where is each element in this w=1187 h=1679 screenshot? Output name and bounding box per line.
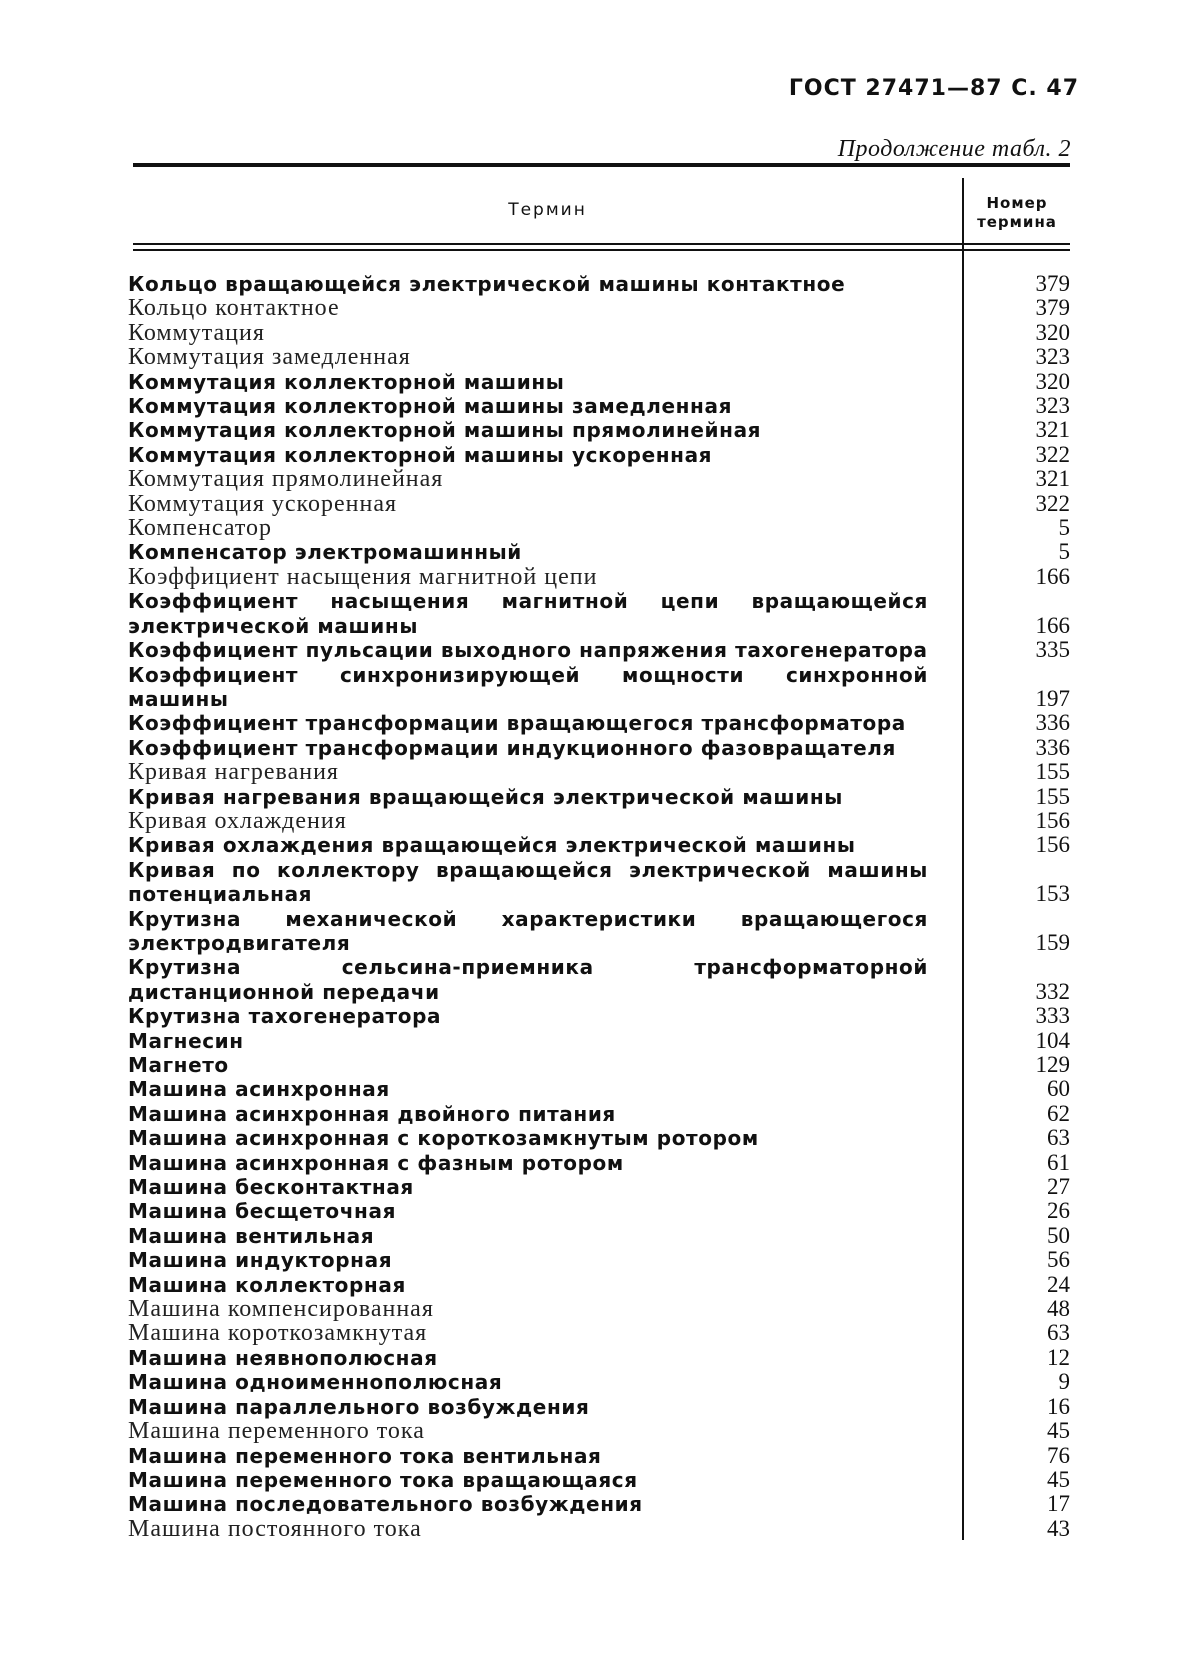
term-number: 60 [1047, 1076, 1070, 1102]
table-row [128, 418, 1070, 442]
column-header-number-line1: Номер [986, 194, 1048, 212]
term-text: Кривая нагревания [128, 759, 339, 786]
term-text: Машина компенсированная [128, 1296, 434, 1323]
term-text: Машина асинхронная с фазным ротором [128, 1150, 624, 1175]
term-number: 9 [1058, 1369, 1070, 1395]
table-row [128, 711, 1070, 735]
column-header-term: Термин [508, 200, 587, 220]
table-row [128, 1004, 1070, 1028]
term-text: Коэффициент насыщения магнитной цепи вращающейся электрической машины [128, 589, 928, 638]
table-row [128, 492, 1070, 516]
term-number: 336 [1035, 710, 1070, 736]
table-row [128, 1517, 1070, 1541]
term-number: 76 [1047, 1442, 1070, 1468]
table-row [128, 785, 1070, 809]
table-row [128, 1224, 1070, 1248]
term-text: Коммутация [128, 319, 265, 346]
table-row [128, 1297, 1070, 1321]
term-number: 129 [1035, 1052, 1070, 1077]
table-row [128, 858, 1070, 907]
term-number: 43 [1047, 1515, 1070, 1541]
term-text: Машина индукторная [128, 1248, 393, 1273]
term-number: 336 [1035, 734, 1070, 760]
table-row [128, 1248, 1070, 1272]
term-text: Машина неявнополюсная [128, 1345, 438, 1370]
table-row [128, 443, 1070, 467]
term-number: 197 [1035, 685, 1070, 711]
page-header: ГОСТ 27471—87 С. 47 [788, 76, 1079, 101]
term-text: Коммутация замедленная [128, 344, 411, 371]
table-row [128, 638, 1070, 662]
term-number: 332 [1035, 978, 1070, 1004]
column-header-number [964, 194, 1070, 232]
table-row [128, 1444, 1070, 1468]
table-row [128, 565, 1070, 589]
table-row [128, 1492, 1070, 1516]
term-number: 45 [1047, 1418, 1070, 1444]
term-text: Машина переменного тока вращающаяся [128, 1467, 638, 1492]
term-text: Кольцо вращающейся электрической машины контактное [128, 272, 846, 296]
table-row [128, 345, 1070, 369]
term-number: 323 [1035, 344, 1070, 370]
table-row [128, 663, 1070, 712]
term-number: 322 [1035, 441, 1070, 467]
term-text: Коммутация прямолинейная [128, 466, 444, 493]
header-rule [133, 249, 1070, 251]
table-row [128, 1102, 1070, 1126]
term-number: 12 [1047, 1344, 1070, 1370]
term-number: 379 [1035, 295, 1070, 321]
term-number: 323 [1035, 393, 1070, 419]
term-text: Коммутация коллекторной машины [128, 369, 565, 394]
table-row [128, 1029, 1070, 1053]
term-text: Машина асинхронная двойного питания [128, 1101, 616, 1126]
term-number: 63 [1047, 1320, 1070, 1346]
table-row [128, 1053, 1070, 1077]
term-number: 153 [1035, 881, 1070, 907]
term-number: 63 [1047, 1125, 1070, 1151]
term-text: Машина коллекторная [128, 1272, 406, 1297]
table-row [128, 1321, 1070, 1345]
term-text: Коэффициент трансформации вращающегося трансформатора [128, 711, 906, 736]
table-row [128, 321, 1070, 345]
table-row [128, 1175, 1070, 1199]
term-number: 320 [1035, 319, 1070, 345]
table-row [128, 955, 1070, 1004]
table-row [128, 833, 1070, 857]
table-row [128, 1395, 1070, 1419]
term-number: 62 [1047, 1100, 1070, 1126]
term-text: Машина вентильная [128, 1223, 375, 1248]
term-number: 335 [1035, 637, 1070, 663]
table-row [128, 1199, 1070, 1223]
term-text: Магнесин [128, 1028, 244, 1053]
table-row [128, 394, 1070, 418]
table-row [128, 1370, 1070, 1394]
term-number: 333 [1035, 1003, 1070, 1029]
table-row [128, 1273, 1070, 1297]
table-row [128, 540, 1070, 564]
table-row [128, 1151, 1070, 1175]
table-row [128, 1346, 1070, 1370]
table-row [128, 736, 1070, 760]
term-text: Коммутация коллекторной машины ускоренная [128, 442, 713, 467]
term-number: 379 [1035, 271, 1070, 296]
table-row [128, 760, 1070, 784]
term-number: 5 [1058, 515, 1070, 541]
term-number: 155 [1035, 783, 1070, 809]
term-number: 155 [1035, 759, 1070, 785]
term-number: 166 [1035, 563, 1070, 589]
term-text: Крутизна сельсина-приемника трансформаторной дистанционной передачи [128, 955, 928, 1004]
term-text: Машина асинхронная с короткозамкнутым ротором [128, 1126, 759, 1151]
term-number: 322 [1035, 490, 1070, 516]
term-text: Магнето [128, 1053, 229, 1077]
term-number: 48 [1047, 1296, 1070, 1322]
term-text: Компенсатор электромашинный [128, 540, 522, 565]
table-row [128, 272, 1070, 296]
term-number: 27 [1047, 1174, 1070, 1200]
term-text: Компенсатор [128, 515, 273, 542]
term-text: Коэффициент трансформации индукционного фазовращателя [128, 735, 896, 760]
term-text: Крутизна тахогенератора [128, 1004, 442, 1029]
term-number: 5 [1058, 539, 1070, 565]
table-row [128, 907, 1070, 956]
term-text: Коммутация коллекторной машины замедленная [128, 394, 733, 419]
term-text: Коммутация коллекторной машины прямолинейная [128, 418, 762, 443]
term-text: Машина бесконтактная [128, 1175, 414, 1200]
table-row [128, 809, 1070, 833]
term-text: Машина короткозамкнутая [128, 1320, 428, 1347]
term-text: Кривая охлаждения вращающейся электрической машины [128, 833, 856, 858]
term-number: 166 [1035, 612, 1070, 638]
table-row [128, 516, 1070, 540]
term-text: Машина одноименнополюсная [128, 1370, 503, 1395]
term-number: 104 [1035, 1027, 1070, 1053]
term-number: 26 [1047, 1198, 1070, 1224]
table-row [128, 1077, 1070, 1101]
term-number: 159 [1035, 929, 1070, 955]
term-text: Коммутация ускоренная [128, 490, 398, 517]
term-text: Кривая по коллектору вращающейся электрической машины потенциальная [128, 857, 928, 907]
table-top-rule [133, 163, 1070, 167]
term-text: Коэффициент насыщения магнитной цепи [128, 563, 598, 590]
term-text: Машина асинхронная [128, 1077, 390, 1102]
term-text: Машина переменного тока [128, 1418, 425, 1445]
term-number: 45 [1047, 1466, 1070, 1492]
term-text: Коэффициент синхронизирующей мощности синхронной машины [128, 662, 928, 711]
table-row [128, 589, 1070, 638]
term-text: Кривая нагревания вращающейся электрической машины [128, 784, 843, 809]
term-number: 156 [1035, 807, 1070, 833]
term-text: Машина параллельного возбуждения [128, 1394, 590, 1419]
table-row [128, 1468, 1070, 1492]
table-row [128, 467, 1070, 491]
term-text: Кольцо контактное [128, 295, 340, 322]
term-number: 56 [1047, 1247, 1070, 1273]
term-text: Машина постоянного тока [128, 1515, 422, 1542]
table-row [128, 296, 1070, 320]
term-text: Кривая охлаждения [128, 807, 347, 834]
term-text: Крутизна механической характеристики вращающегося электродвигателя [128, 906, 928, 955]
term-table-body [128, 272, 1070, 1541]
term-text: Машина переменного тока вентильная [128, 1443, 602, 1468]
term-text: Машина бесщеточная [128, 1199, 397, 1224]
term-text: Машина последовательного возбуждения [128, 1492, 643, 1517]
term-number: 321 [1035, 466, 1070, 492]
term-text: Коэффициент пульсации выходного напряжения тахогенератора [128, 638, 928, 663]
header-rule [133, 243, 1070, 245]
table-row [128, 1419, 1070, 1443]
column-header-number-line2: термина [977, 213, 1057, 231]
term-number: 321 [1035, 417, 1070, 443]
term-number: 16 [1047, 1393, 1070, 1419]
table-row [128, 1126, 1070, 1150]
table-continuation-label: Продолжение табл. 2 [837, 136, 1071, 162]
table-row [128, 370, 1070, 394]
term-number: 61 [1047, 1149, 1070, 1175]
term-number: 24 [1047, 1271, 1070, 1297]
term-number: 320 [1035, 368, 1070, 394]
term-number: 17 [1047, 1491, 1070, 1517]
term-number: 156 [1035, 832, 1070, 858]
term-number: 50 [1047, 1222, 1070, 1248]
